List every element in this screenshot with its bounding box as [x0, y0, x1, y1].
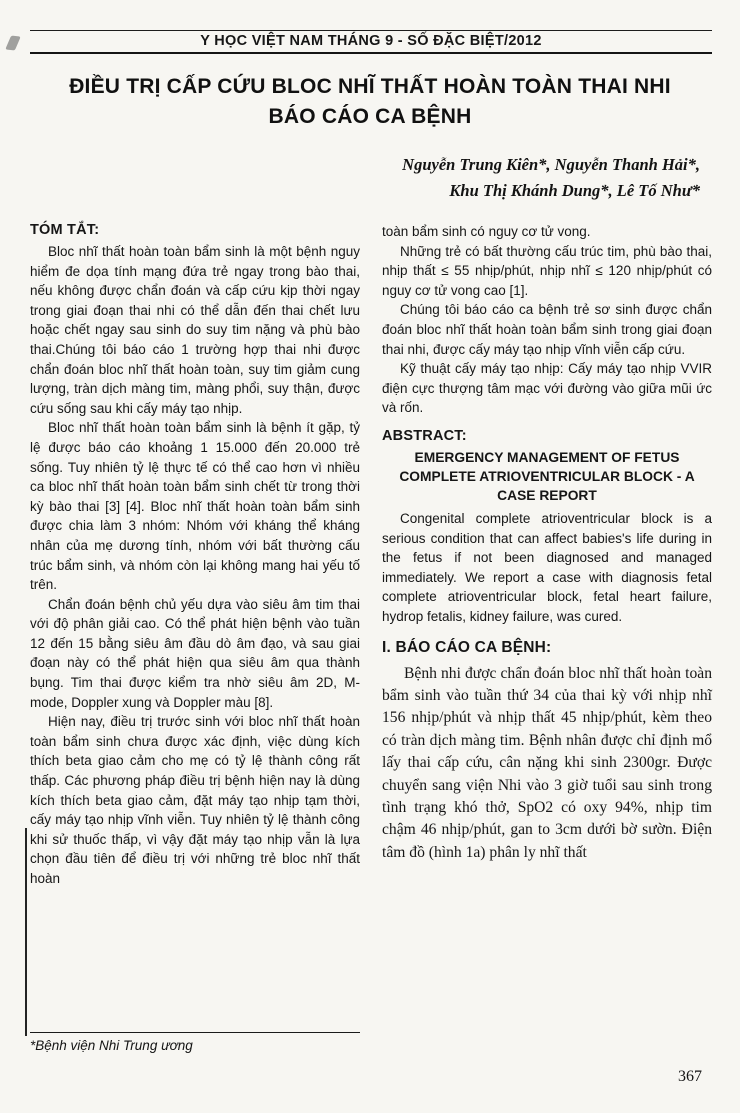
- left-paragraph-4: Hiện nay, điều trị trước sinh với bloc nhĩ thất hoàn toàn bẩm sinh chưa được xác định, việc dùng kích thích beta giao cảm cho mẹ có tỷ lệ thành công rất thấp. Các phương pháp điều trị bệnh hiện nay là dùng kích thích beta giao cảm, đặt máy tạo nhịp tạm thời, cấy máy tạo nhịp vĩnh viễn. Tuy nhiên tỷ lệ thành công khi sử thuốc thấp, vì vậy đặt máy tạo nhịp vẫn là lựa chọn đầu tiên để điều trị với những trẻ bloc nhĩ thất hoàn: [30, 714, 360, 886]
- header-rule-bottom: [30, 52, 712, 54]
- abstract-body: Congenital complete atrioventricular block is a serious condition that can affect babies's life during in the fetus if not been diagnosed and managed immediately. We report a case with diagnosis fetal complete atrioventricular block, fetal heart failure, hydrop fetalis, kidney failure, was cured.: [382, 510, 712, 624]
- scan-artifact-mark: [5, 36, 21, 51]
- abstract-heading: ABSTRACT:: [382, 427, 467, 444]
- left-column: [30, 222, 360, 889]
- authors-line1: Nguyễn Trung Kiên*, Nguyễn Thanh Hải*,: [402, 155, 700, 174]
- right-column: [382, 222, 712, 889]
- page-number: 367: [678, 1068, 702, 1085]
- article-title: [40, 72, 700, 132]
- abstract-title: EMERGENCY MANAGEMENT OF FETUS COMPLETE ATRIOVENTRICULAR BLOCK - A CASE REPORT: [399, 449, 695, 503]
- journal-header: [30, 30, 712, 54]
- right-paragraph-4: Kỹ thuật cấy máy tạo nhịp: Cấy máy tạo nhịp VVIR điện cực thượng tâm mạc với đường vào giữa mũi ức và rốn.: [382, 361, 712, 416]
- case-report-heading: I. BÁO CÁO CA BỆNH:: [382, 638, 552, 656]
- authors-line2: Khu Thị Khánh Dung*, Lê Tố Như*: [449, 181, 700, 200]
- two-column-body: [30, 222, 712, 889]
- scan-artifact-line: [25, 828, 27, 1036]
- left-paragraph-2: Bloc nhĩ thất hoàn toàn bẩm sinh là bệnh ít gặp, tỷ lệ được báo cáo khoảng 1 15.000 đến 20.000 trẻ sống. Tuy nhiên tỷ lệ thực tế có thể cao hơn vì nhiều ca bloc nhĩ thất hoàn toàn bẩm sinh chết từ trong thời kỳ bào thai [3] [4]. Bloc nhĩ thất hoàn toàn bẩm sinh được chia làm 3 nhóm: Nhóm với kháng thể kháng nhân của mẹ dương tính, nhóm với bất thường cấu trúc bẩm sinh, và nhóm còn lại không mang hai yếu tố trên.: [30, 420, 360, 593]
- tom-tat-heading: TÓM TẮT:: [30, 222, 100, 238]
- right-paragraph-2: Những trẻ có bất thường cấu trúc tim, phù bào thai, nhịp thất ≤ 55 nhịp/phút, nhịp nhĩ ≤ 120 nhịp/phút có nguy cơ tử vong cao [1].: [382, 243, 712, 298]
- journal-name: Y HỌC VIỆT NAM THÁNG 9 - SỐ ĐẶC BIỆT/2012: [200, 33, 542, 49]
- article-title-line1: ĐIỀU TRỊ CẤP CỨU BLOC NHĨ THẤT HOÀN TOÀN THAI NHI: [69, 75, 671, 98]
- article-title-line2: BÁO CÁO CA BỆNH: [268, 105, 472, 128]
- footnote-block: [30, 1032, 360, 1053]
- case-report-body: Bệnh nhi được chẩn đoán bloc nhĩ thất hoàn toàn bẩm sinh vào tuần thứ 34 của thai kỳ với nhịp nhĩ 156 nhịp/phút và nhịp thất 45 nhịp/phút, kèm theo có tràn dịch màng tim. Bệnh nhân được chỉ định mổ lấy thai cấp cứu, cân nặng khi sinh 2300gr. Được chuyển sang viện Nhi vào 3 giờ tuổi sau sinh trong tình trạng khó thở, SpO2 có oxy 94%, nhịp tim chậm 46 nhịp/phút, gan to 3cm dưới bờ sườn. Điện tâm đồ (hình 1a) phân ly nhĩ thất: [382, 664, 712, 861]
- affiliation-footnote: *Bệnh viện Nhi Trung ương: [30, 1038, 193, 1053]
- left-paragraph-3: Chẩn đoán bệnh chủ yếu dựa vào siêu âm tim thai với độ phân giải cao. Có thể phát hiện bệnh vào tuần 12 đến 15 bằng siêu âm đầu dò âm đạo, và sau giai đoạn này có thể phát hiện qua siêu âm qua thành bụng. Tim thai được kiểm tra nhờ siêu âm 2D, M-mode, Doppler xung và Doppler màu [8].: [30, 596, 360, 710]
- right-paragraph-3: Chúng tôi báo cáo ca bệnh trẻ sơ sinh được chẩn đoán bloc nhĩ thất hoàn toàn bẩm sinh trong giai đoạn thai nhi, được cấy máy tạo nhịp vĩnh viễn cấp cứu.: [382, 302, 712, 357]
- right-paragraph-continuation: toàn bẩm sinh có nguy cơ tử vong.: [382, 224, 591, 239]
- authors-block: [402, 152, 700, 204]
- left-paragraph-1: Bloc nhĩ thất hoàn toàn bẩm sinh là một bệnh nguy hiểm đe dọa tính mạng đứa trẻ ngay trong bào thai, nếu không được chẩn đoán và cấp cứu kịp thời ngay trong giai đoạn thai nhi có thể dẫn đến thai chết lưu hoặc chết ngay sau sinh do suy tim nặng và phù bào thai.Chúng tôi báo cáo 1 trường hợp thai nhi được chẩn đoán bloc nhĩ thất hoàn toàn, suy tim giảm cung lượng, tràn dịch màng tim, màng phổi, suy thận, được cứu sống sau khi cấy máy tạo nhịp.: [30, 244, 360, 416]
